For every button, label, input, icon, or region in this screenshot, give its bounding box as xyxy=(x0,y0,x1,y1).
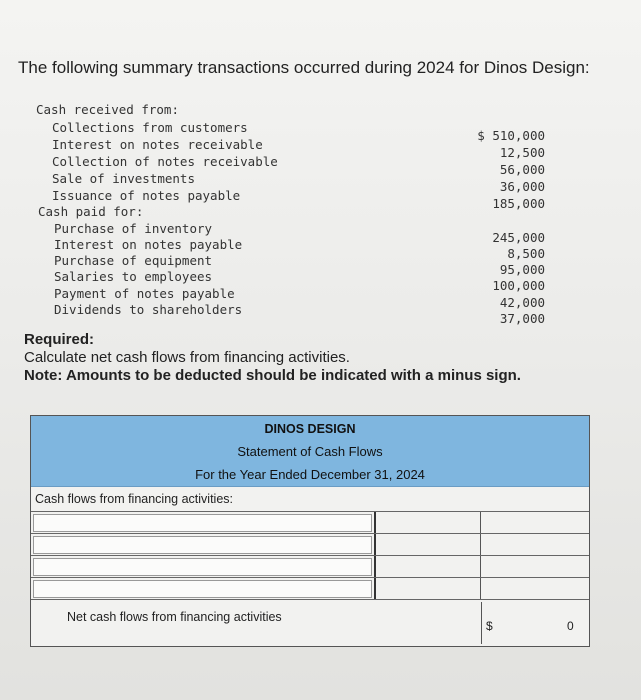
table-row xyxy=(31,511,589,534)
transaction-label: Interest on notes payable xyxy=(54,237,243,252)
transaction-amount: $ 510,000 xyxy=(477,128,545,143)
amount-cell[interactable] xyxy=(376,534,481,556)
transaction-amount: 95,000 xyxy=(499,262,545,277)
total-cell xyxy=(481,534,589,556)
transaction-label: Purchase of inventory xyxy=(54,221,213,236)
amount-cell[interactable] xyxy=(376,556,481,578)
transaction-label: Sale of investments xyxy=(52,171,195,186)
description-input[interactable] xyxy=(33,514,372,532)
required-section xyxy=(24,331,521,385)
description-input[interactable] xyxy=(33,580,372,598)
table-row xyxy=(31,577,589,600)
transaction-label: Interest on notes receivable xyxy=(52,137,263,152)
required-note: Note: Amounts to be deducted should be indicated with a minus sign. xyxy=(24,367,521,384)
required-instruction: Calculate net cash flows from financing activities. xyxy=(24,349,350,366)
transaction-amount: 12,500 xyxy=(499,145,545,160)
description-input[interactable] xyxy=(33,536,372,554)
company-name: DINOS DESIGN xyxy=(31,416,589,440)
description-cell[interactable] xyxy=(31,556,376,578)
transaction-amount: 56,000 xyxy=(499,162,545,177)
total-cell xyxy=(481,556,589,578)
transaction-amount: 42,000 xyxy=(499,295,545,310)
transaction-amount: 245,000 xyxy=(492,230,545,245)
transaction-label: Dividends to shareholders xyxy=(54,302,243,317)
description-input[interactable] xyxy=(33,558,372,576)
required-title: Required: xyxy=(24,331,95,348)
statement-title: Statement of Cash Flows xyxy=(31,439,589,463)
description-cell[interactable] xyxy=(31,578,376,600)
transaction-amount: 185,000 xyxy=(492,196,545,211)
net-cash-label: Net cash flows from financing activities xyxy=(67,610,282,624)
statement-period: For the Year Ended December 31, 2024 xyxy=(31,462,589,487)
transaction-label: Issuance of notes payable xyxy=(52,188,241,203)
transaction-amount: 37,000 xyxy=(499,311,545,326)
transaction-label: Collections from customers xyxy=(52,120,248,135)
table-row xyxy=(31,533,589,556)
table-row xyxy=(31,555,589,578)
transaction-label: Purchase of equipment xyxy=(54,253,213,268)
cash-received-header: Cash received from: xyxy=(36,102,179,117)
currency-symbol: $ xyxy=(486,619,493,633)
total-cell xyxy=(481,512,589,534)
transaction-amount: 8,500 xyxy=(507,246,545,261)
description-cell[interactable] xyxy=(31,512,376,534)
amount-cell[interactable] xyxy=(376,512,481,534)
transaction-label: Payment of notes payable xyxy=(54,286,235,301)
transaction-label: Collection of notes receivable xyxy=(52,154,278,169)
transaction-amount: 100,000 xyxy=(492,278,545,293)
transaction-label: Salaries to employees xyxy=(54,269,213,284)
description-cell[interactable] xyxy=(31,534,376,556)
financing-section-label: Cash flows from financing activities: xyxy=(35,492,233,506)
total-cell xyxy=(481,578,589,600)
cash-paid-header: Cash paid for: xyxy=(38,204,144,219)
amount-cell[interactable] xyxy=(376,578,481,600)
net-cash-value: 0 xyxy=(567,619,574,633)
transaction-amount: 36,000 xyxy=(499,179,545,194)
intro-text: The following summary transactions occurred during 2024 for Dinos Design: xyxy=(18,58,590,77)
cash-flow-statement-table xyxy=(30,415,590,647)
